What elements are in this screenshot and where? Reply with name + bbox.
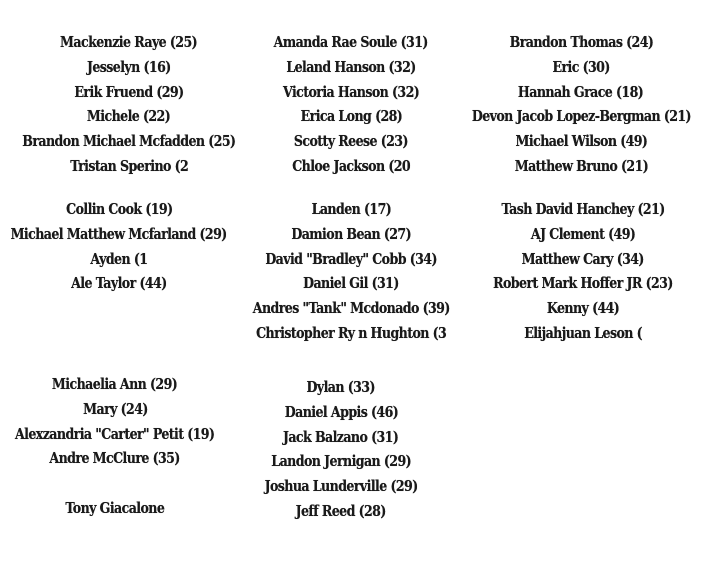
name-entry: Robert Mark Hoffer JR (23) — [493, 274, 673, 293]
name-entry: Scotty Reese (23) — [293, 132, 408, 151]
name-entry: Leland Hanson (32) — [286, 57, 416, 76]
name-entry: Jesselyn (16) — [87, 57, 171, 76]
name-entry: Damion Bean (27) — [291, 224, 411, 243]
name-entry: Chloe Jackson (20 — [292, 156, 410, 175]
name-entry: Andres "Tank" Mcdonado (39) — [252, 299, 450, 318]
name-entry: Jack Balzano (31) — [283, 427, 399, 446]
name-entry: Joshua Lunderville (29) — [264, 477, 418, 496]
name-entry: Eric (30) — [552, 57, 610, 76]
name-entry: Jeff Reed (28) — [295, 501, 387, 520]
name-entry: Christopher Ry n Hughton (3 — [255, 323, 447, 342]
name-entry: Erik Fruend (29) — [74, 82, 184, 101]
name-entry: Dylan (33) — [306, 378, 376, 396]
name-entry: Daniel Gil (31) — [303, 274, 399, 293]
name-group-1 — [24, 30, 234, 179]
name-entry: Devon Jacob Lopez-Bergman (21) — [471, 107, 691, 126]
name-entry: Amanda Rae Soule (31) — [273, 33, 429, 51]
name-entry: David "Bradley" Cobb (34) — [265, 249, 437, 268]
name-entry: Erica Long (28) — [300, 107, 402, 126]
name-entry: Matthew Cary (34) — [521, 249, 645, 268]
name-entry: Landon Jernigan (29) — [271, 452, 411, 471]
name-group-5 — [246, 197, 456, 346]
name-group-2 — [246, 30, 456, 179]
name-entry: Andre McClure (35) — [49, 449, 181, 468]
name-entry: Tristan Sperino (2 — [70, 156, 188, 175]
name-entry: Matthew Bruno (21) — [514, 156, 648, 175]
name-entry: Kenny (44) — [546, 299, 620, 318]
name-entry: Collin Cook (19) — [65, 200, 173, 218]
name-group-3 — [470, 30, 692, 179]
name-entry: Tony Giacalone — [65, 498, 165, 517]
name-group-4 — [10, 197, 228, 296]
name-entry: Michaelia Ann (29) — [52, 375, 178, 393]
name-entry: AJ Clement (49) — [530, 224, 636, 243]
name-group-8 — [236, 375, 446, 524]
name-group-6 — [472, 197, 694, 346]
name-entry: Elijahjuan Leson ( — [524, 323, 642, 342]
name-entry: Michele (22) — [87, 107, 171, 126]
name-entry: Mary (24) — [82, 399, 148, 418]
name-entry: Hannah Grace (18) — [518, 82, 644, 101]
name-entry: Victoria Hanson (32) — [282, 82, 420, 101]
name-entry: Brandon Michael Mcfadden (25) — [22, 132, 236, 151]
name-entry: Mackenzie Raye (25) — [60, 33, 198, 51]
name-entry: Ayden (1 — [90, 249, 148, 268]
name-entry: Brandon Thomas (24) — [509, 33, 653, 51]
name-entry: Alexzandria "Carter" Petit (19) — [15, 424, 215, 443]
name-entry: Ale Taylor (44) — [71, 274, 167, 293]
name-group-7 — [10, 372, 220, 521]
name-entry: Michael Wilson (49) — [515, 132, 647, 151]
name-entry: Michael Matthew Mcfarland (29) — [10, 224, 228, 243]
name-entry: Landen (17) — [311, 200, 391, 218]
name-entry: Tash David Hanchey (21) — [501, 200, 665, 218]
name-entry: Daniel Appis (46) — [284, 402, 398, 421]
